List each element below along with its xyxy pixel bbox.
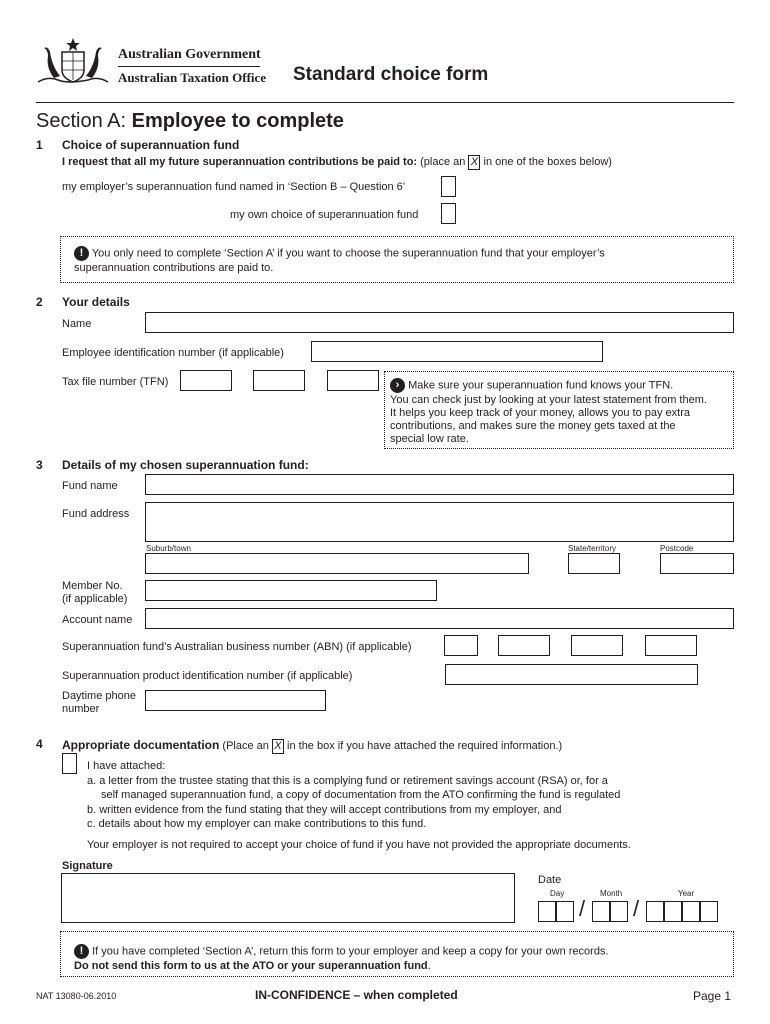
chevron-right-icon: › <box>390 378 405 393</box>
tfn-input-1[interactable] <box>180 370 232 391</box>
abn-input-1[interactable] <box>444 635 478 656</box>
tfn-tip-line1 <box>390 378 673 393</box>
day-digit-1[interactable] <box>538 901 556 922</box>
warning-exclamation-icon: ! <box>74 944 89 959</box>
tfn-tip-text1: Make sure your superannuation fund knows your TFN. <box>408 379 674 392</box>
member-label-line2: (if applicable) <box>62 593 128 605</box>
q4-heading: Appropriate documentation <box>62 738 220 752</box>
q1-request-bold: I request that all my future superannuation contributions be paid to: <box>62 156 418 168</box>
tfn-tip-line5: special low rate. <box>390 433 469 445</box>
fund-name-input[interactable] <box>145 474 734 495</box>
tfn-input-2[interactable] <box>253 370 305 391</box>
eid-input[interactable] <box>311 341 603 362</box>
page-number: Page 1 <box>693 989 732 1003</box>
abn-label: Superannuation fund’s Australian business number (ABN) (if applicable) <box>62 641 412 653</box>
state-label: State/territory <box>568 544 617 553</box>
day-label: Day <box>550 889 565 898</box>
tfn-tip-line4: contributions, and makes sure the money gets taxed at the <box>390 420 676 432</box>
q4-attached-label: I have attached: <box>87 760 166 772</box>
account-name-input[interactable] <box>145 608 734 629</box>
day-digit-2[interactable] <box>556 901 574 922</box>
tfn-input-3[interactable] <box>327 370 379 391</box>
q1-number: 1 <box>36 138 43 152</box>
spin-input[interactable] <box>445 664 698 685</box>
abn-input-4[interactable] <box>645 635 697 656</box>
section-a-title: Employee to complete <box>131 110 344 132</box>
fund-name-label: Fund name <box>62 480 118 492</box>
spin-label: Superannuation product identification number (if applicable) <box>62 670 353 682</box>
q4-x-example: X <box>272 739 284 754</box>
postcode-input[interactable] <box>660 553 734 574</box>
tfn-tip-line2: You can check just by looking at your latest statement from them. <box>390 394 707 406</box>
q2-heading: Your details <box>62 295 130 309</box>
footer-note-bold: Do not send this form to us at the ATO or your superannuation fund <box>74 960 428 972</box>
q4-item-a2: self managed superannuation fund, a copy of documentation from the ATO confirming the fund is regulated <box>101 789 621 801</box>
q1-option-employer-checkbox[interactable] <box>441 176 456 197</box>
phone-input[interactable] <box>145 690 326 711</box>
q4-place-rest: in the box if you have attached the required information.) <box>287 740 563 752</box>
header-rule <box>118 66 260 67</box>
q1-request-place: (place an <box>420 156 466 168</box>
confidence-label: IN-CONFIDENCE – when completed <box>255 988 458 1002</box>
q1-option-own-label: my own choice of superannuation fund <box>230 209 419 221</box>
member-label <box>62 580 127 606</box>
q4-employer-note: Your employer is not required to accept your choice of fund if you have not provided the appropriate documents. <box>87 839 631 851</box>
date-separator-1: / <box>579 896 586 921</box>
q1-heading: Choice of superannuation fund <box>62 138 240 152</box>
tfn-label: Tax file number (TFN) <box>62 376 169 388</box>
q1-option-employer-label: my employer’s superannuation fund named in ‘Section B – Question 6’ <box>62 181 406 193</box>
abn-input-2[interactable] <box>498 635 550 656</box>
year-digit-1[interactable] <box>646 901 664 922</box>
member-input[interactable] <box>145 580 437 601</box>
q1-request-rest: in one of the boxes below) <box>483 156 612 168</box>
member-label-line1: Member No. <box>62 580 123 592</box>
suburb-label: Suburb/town <box>146 544 191 553</box>
tfn-tip-line3: It helps you keep track of your money, allows you to pay extra <box>390 407 691 419</box>
date-separator-2: / <box>633 896 640 921</box>
month-digit-2[interactable] <box>610 901 628 922</box>
q1-note-line2: superannuation contributions are paid to. <box>74 262 274 274</box>
footer-note-line2 <box>74 960 431 973</box>
name-label: Name <box>62 318 92 330</box>
year-digit-3[interactable] <box>682 901 700 922</box>
footer-note-end: . <box>427 960 431 972</box>
nat-code: NAT 13080-06.2010 <box>36 991 117 1001</box>
q2-number: 2 <box>36 295 43 309</box>
footer-note-text1: If you have completed ‘Section A’, return this form to your employer and keep a copy for your own records. <box>92 945 609 958</box>
q4-number: 4 <box>36 737 43 751</box>
fund-address-input[interactable] <box>145 502 734 542</box>
account-name-label: Account name <box>62 614 133 626</box>
section-a-heading <box>36 109 344 133</box>
year-label: Year <box>678 889 695 898</box>
q1-note-line1 <box>74 246 605 261</box>
q4-heading-line <box>62 737 562 754</box>
footer-note-line1 <box>74 944 609 959</box>
q4-item-c: c. details about how my employer can make contributions to this fund. <box>87 818 427 830</box>
form-title: Standard choice form <box>293 64 489 85</box>
q4-attached-checkbox[interactable] <box>62 753 77 774</box>
q1-note-text1: You only need to complete ‘Section A’ if you want to choose the superannuation fund that your employer’s <box>91 247 605 260</box>
phone-label-line2: number <box>62 703 100 715</box>
fund-address-label: Fund address <box>62 508 130 520</box>
info-exclamation-icon: ! <box>74 246 89 261</box>
q3-number: 3 <box>36 458 43 472</box>
section-a-prefix: Section A: <box>36 110 127 132</box>
q1-x-example: X <box>468 155 480 170</box>
suburb-input[interactable] <box>145 553 529 574</box>
q4-item-b: b. written evidence from the fund stating that they will accept contributions from my employer, and <box>87 804 562 816</box>
date-label: Date <box>538 874 562 886</box>
eid-label: Employee identification number (if applicable) <box>62 347 284 359</box>
title-rule <box>36 102 734 103</box>
phone-label <box>62 690 136 716</box>
coat-of-arms-logo <box>34 36 112 86</box>
q4-place-an: (Place an <box>222 740 269 752</box>
q1-option-own-checkbox[interactable] <box>441 203 456 224</box>
month-label: Month <box>600 889 623 898</box>
ato-name: Australian Taxation Office <box>118 70 267 85</box>
abn-input-3[interactable] <box>571 635 623 656</box>
government-name: Australian Government <box>118 47 261 62</box>
month-digit-1[interactable] <box>592 901 610 922</box>
q3-heading: Details of my chosen superannuation fund: <box>62 458 309 472</box>
q1-request <box>62 154 612 170</box>
signature-label: Signature <box>62 860 113 872</box>
signature-box[interactable] <box>61 873 515 923</box>
state-input[interactable] <box>568 553 620 574</box>
year-digit-2[interactable] <box>664 901 682 922</box>
q4-item-a1: a. a letter from the trustee stating that this is a complying fund or retirement savings account (RSA) or, for a <box>87 775 608 787</box>
phone-label-line1: Daytime phone <box>62 690 136 702</box>
name-input[interactable] <box>145 312 734 333</box>
year-digit-4[interactable] <box>700 901 718 922</box>
postcode-label: Postcode <box>660 544 694 553</box>
